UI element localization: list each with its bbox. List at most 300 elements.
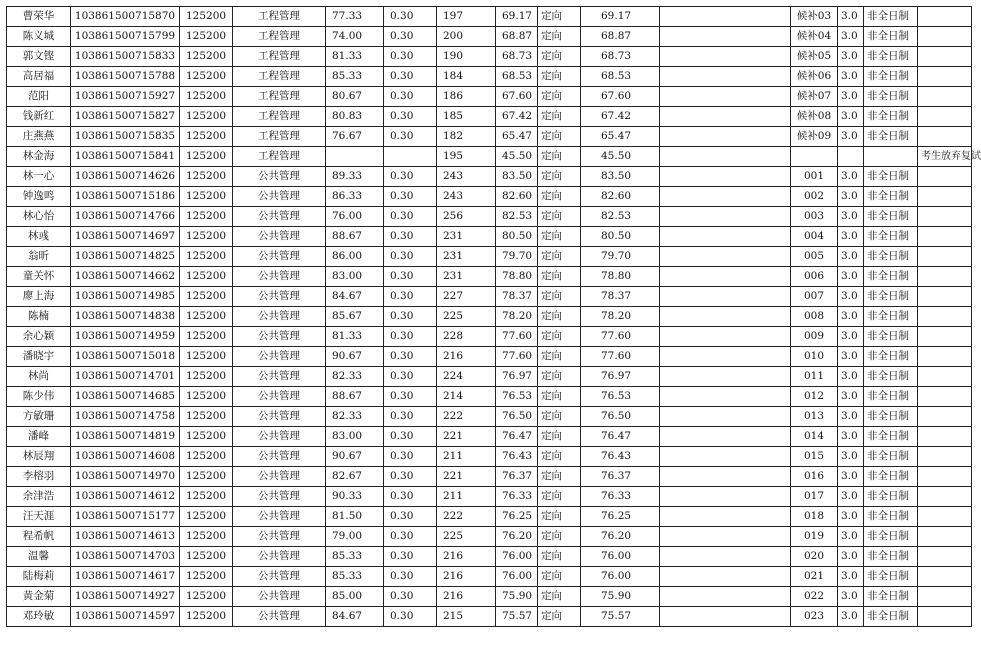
study-mode: 非全日制 xyxy=(864,547,918,567)
table-row xyxy=(7,307,972,327)
empty-cell xyxy=(660,207,791,227)
empty-cell xyxy=(660,387,791,407)
rank: 003 xyxy=(791,207,838,227)
candidate-id: 103861500715927 xyxy=(71,87,180,107)
remark xyxy=(918,527,972,547)
rank: 021 xyxy=(791,567,838,587)
study-years: 3.0 xyxy=(838,107,864,127)
initial-exam-score: 216 xyxy=(437,547,496,567)
candidate-id: 103861500714613 xyxy=(71,527,180,547)
study-mode: 非全日制 xyxy=(864,407,918,427)
weight: 0.30 xyxy=(384,547,437,567)
major-name: 公共管理 xyxy=(233,507,326,527)
total-score: 77.60 xyxy=(581,347,660,367)
composite-score: 75.90 xyxy=(496,587,538,607)
major-code: 125200 xyxy=(180,227,233,247)
retest-score: 85.00 xyxy=(326,587,384,607)
retest-score: 85.33 xyxy=(326,567,384,587)
composite-score: 76.25 xyxy=(496,507,538,527)
major-code: 125200 xyxy=(180,507,233,527)
candidate-name: 陈义城 xyxy=(7,27,71,47)
study-mode: 非全日制 xyxy=(864,187,918,207)
initial-exam-score: 216 xyxy=(437,347,496,367)
major-name: 公共管理 xyxy=(233,187,326,207)
remark xyxy=(918,7,972,27)
rank: 候补03 xyxy=(791,7,838,27)
empty-cell xyxy=(660,107,791,127)
study-mode: 非全日制 xyxy=(864,227,918,247)
table-row xyxy=(7,187,972,207)
remark xyxy=(918,247,972,267)
major-name: 工程管理 xyxy=(233,67,326,87)
candidate-name: 钱新红 xyxy=(7,107,71,127)
study-years: 3.0 xyxy=(838,387,864,407)
admission-score-table xyxy=(6,6,981,627)
retest-score: 86.00 xyxy=(326,247,384,267)
candidate-name: 潘峰 xyxy=(7,427,71,447)
rank: 候补04 xyxy=(791,27,838,47)
enrollment-type: 定向 xyxy=(538,487,581,507)
table-row xyxy=(7,347,972,367)
candidate-id: 103861500715799 xyxy=(71,27,180,47)
empty-cell xyxy=(660,187,791,207)
total-score: 80.50 xyxy=(581,227,660,247)
weight: 0.30 xyxy=(384,347,437,367)
major-code: 125200 xyxy=(180,7,233,27)
retest-score: 82.67 xyxy=(326,467,384,487)
enrollment-type: 定向 xyxy=(538,7,581,27)
table-row xyxy=(7,387,972,407)
remark xyxy=(918,207,972,227)
initial-exam-score: 221 xyxy=(437,467,496,487)
study-mode: 非全日制 xyxy=(864,167,918,187)
candidate-id: 103861500714959 xyxy=(71,327,180,347)
rank: 007 xyxy=(791,287,838,307)
study-years xyxy=(838,147,864,167)
enrollment-type: 定向 xyxy=(538,167,581,187)
enrollment-type: 定向 xyxy=(538,67,581,87)
major-name: 公共管理 xyxy=(233,567,326,587)
empty-cell xyxy=(660,87,791,107)
table-row xyxy=(7,7,972,27)
remark xyxy=(918,407,972,427)
study-mode: 非全日制 xyxy=(864,107,918,127)
study-years: 3.0 xyxy=(838,267,864,287)
rank: 016 xyxy=(791,467,838,487)
remark xyxy=(918,547,972,567)
major-code: 125200 xyxy=(180,587,233,607)
composite-score: 78.80 xyxy=(496,267,538,287)
study-mode: 非全日制 xyxy=(864,427,918,447)
empty-cell xyxy=(660,367,791,387)
major-code: 125200 xyxy=(180,287,233,307)
initial-exam-score: 211 xyxy=(437,447,496,467)
remark xyxy=(918,387,972,407)
major-name: 工程管理 xyxy=(233,27,326,47)
major-name: 公共管理 xyxy=(233,347,326,367)
rank: 候补06 xyxy=(791,67,838,87)
remark xyxy=(918,367,972,387)
remark xyxy=(918,427,972,447)
candidate-id: 103861500715177 xyxy=(71,507,180,527)
study-mode: 非全日制 xyxy=(864,587,918,607)
major-code: 125200 xyxy=(180,267,233,287)
major-code: 125200 xyxy=(180,367,233,387)
composite-score: 45.50 xyxy=(496,147,538,167)
empty-cell xyxy=(660,47,791,67)
retest-score: 83.00 xyxy=(326,267,384,287)
major-code: 125200 xyxy=(180,467,233,487)
study-years: 3.0 xyxy=(838,507,864,527)
study-mode: 非全日制 xyxy=(864,127,918,147)
remark xyxy=(918,607,972,627)
total-score: 65.47 xyxy=(581,127,660,147)
major-name: 公共管理 xyxy=(233,267,326,287)
retest-score: 74.00 xyxy=(326,27,384,47)
rank: 014 xyxy=(791,427,838,447)
candidate-name: 钟逸鸣 xyxy=(7,187,71,207)
candidate-id: 103861500715833 xyxy=(71,47,180,67)
major-code: 125200 xyxy=(180,447,233,467)
major-name: 公共管理 xyxy=(233,367,326,387)
candidate-name: 林辰翔 xyxy=(7,447,71,467)
weight: 0.30 xyxy=(384,287,437,307)
enrollment-type: 定向 xyxy=(538,447,581,467)
composite-score: 76.00 xyxy=(496,567,538,587)
study-mode: 非全日制 xyxy=(864,387,918,407)
study-mode: 非全日制 xyxy=(864,7,918,27)
candidate-name: 陈楠 xyxy=(7,307,71,327)
composite-score: 76.20 xyxy=(496,527,538,547)
candidate-id: 103861500714701 xyxy=(71,367,180,387)
total-score: 76.53 xyxy=(581,387,660,407)
study-years: 3.0 xyxy=(838,87,864,107)
total-score: 76.33 xyxy=(581,487,660,507)
study-years: 3.0 xyxy=(838,447,864,467)
candidate-id: 103861500714685 xyxy=(71,387,180,407)
retest-score: 79.00 xyxy=(326,527,384,547)
composite-score: 78.20 xyxy=(496,307,538,327)
retest-score: 89.33 xyxy=(326,167,384,187)
initial-exam-score: 225 xyxy=(437,527,496,547)
table-row xyxy=(7,247,972,267)
table-row xyxy=(7,147,972,167)
candidate-id: 103861500714766 xyxy=(71,207,180,227)
table-row xyxy=(7,607,972,627)
empty-cell xyxy=(660,67,791,87)
study-years: 3.0 xyxy=(838,327,864,347)
total-score: 75.57 xyxy=(581,607,660,627)
rank: 017 xyxy=(791,487,838,507)
composite-score: 68.87 xyxy=(496,27,538,47)
remark xyxy=(918,127,972,147)
candidate-id: 103861500715827 xyxy=(71,107,180,127)
retest-score: 80.67 xyxy=(326,87,384,107)
table-row xyxy=(7,587,972,607)
study-mode: 非全日制 xyxy=(864,27,918,47)
remark xyxy=(918,507,972,527)
candidate-id: 103861500714838 xyxy=(71,307,180,327)
table-row xyxy=(7,467,972,487)
composite-score: 76.50 xyxy=(496,407,538,427)
empty-cell xyxy=(660,127,791,147)
empty-cell xyxy=(660,167,791,187)
table-row xyxy=(7,567,972,587)
candidate-id: 103861500714819 xyxy=(71,427,180,447)
major-code: 125200 xyxy=(180,347,233,367)
retest-score: 82.33 xyxy=(326,407,384,427)
initial-exam-score: 195 xyxy=(437,147,496,167)
major-code: 125200 xyxy=(180,607,233,627)
candidate-id: 103861500715841 xyxy=(71,147,180,167)
table-row xyxy=(7,367,972,387)
total-score: 76.25 xyxy=(581,507,660,527)
enrollment-type: 定向 xyxy=(538,147,581,167)
remark: 考生放弃复试 xyxy=(918,147,972,167)
rank: 020 xyxy=(791,547,838,567)
retest-score: 81.33 xyxy=(326,327,384,347)
composite-score: 78.37 xyxy=(496,287,538,307)
candidate-id: 103861500714608 xyxy=(71,447,180,467)
retest-score: 83.00 xyxy=(326,427,384,447)
initial-exam-score: 200 xyxy=(437,27,496,47)
weight: 0.30 xyxy=(384,587,437,607)
major-name: 工程管理 xyxy=(233,47,326,67)
study-years: 3.0 xyxy=(838,587,864,607)
composite-score: 75.57 xyxy=(496,607,538,627)
candidate-id: 103861500714758 xyxy=(71,407,180,427)
enrollment-type: 定向 xyxy=(538,527,581,547)
empty-cell xyxy=(660,287,791,307)
enrollment-type: 定向 xyxy=(538,267,581,287)
weight: 0.30 xyxy=(384,227,437,247)
table-row xyxy=(7,287,972,307)
major-name: 公共管理 xyxy=(233,287,326,307)
study-mode: 非全日制 xyxy=(864,87,918,107)
enrollment-type: 定向 xyxy=(538,347,581,367)
candidate-name: 林心怡 xyxy=(7,207,71,227)
weight: 0.30 xyxy=(384,7,437,27)
total-score: 76.37 xyxy=(581,467,660,487)
empty-cell xyxy=(660,227,791,247)
retest-score: 90.33 xyxy=(326,487,384,507)
initial-exam-score: 227 xyxy=(437,287,496,307)
major-code: 125200 xyxy=(180,27,233,47)
initial-exam-score: 243 xyxy=(437,167,496,187)
weight: 0.30 xyxy=(384,47,437,67)
table-row xyxy=(7,407,972,427)
major-code: 125200 xyxy=(180,47,233,67)
empty-cell xyxy=(660,427,791,447)
study-years: 3.0 xyxy=(838,27,864,47)
major-name: 公共管理 xyxy=(233,307,326,327)
major-code: 125200 xyxy=(180,307,233,327)
composite-score: 76.97 xyxy=(496,367,538,387)
candidate-name: 李榕羽 xyxy=(7,467,71,487)
study-mode: 非全日制 xyxy=(864,367,918,387)
candidate-name: 范阳 xyxy=(7,87,71,107)
candidate-name: 余心颖 xyxy=(7,327,71,347)
candidate-name: 童关怀 xyxy=(7,267,71,287)
composite-score: 83.50 xyxy=(496,167,538,187)
major-code: 125200 xyxy=(180,187,233,207)
empty-cell xyxy=(660,7,791,27)
weight: 0.30 xyxy=(384,127,437,147)
remark xyxy=(918,67,972,87)
study-years: 3.0 xyxy=(838,547,864,567)
total-score: 45.50 xyxy=(581,147,660,167)
initial-exam-score: 224 xyxy=(437,367,496,387)
table-row xyxy=(7,267,972,287)
total-score: 76.50 xyxy=(581,407,660,427)
candidate-id: 103861500714597 xyxy=(71,607,180,627)
candidate-name: 邓玲敏 xyxy=(7,607,71,627)
weight: 0.30 xyxy=(384,327,437,347)
candidate-id: 103861500714985 xyxy=(71,287,180,307)
enrollment-type: 定向 xyxy=(538,507,581,527)
rank: 候补05 xyxy=(791,47,838,67)
enrollment-type: 定向 xyxy=(538,387,581,407)
study-mode: 非全日制 xyxy=(864,47,918,67)
study-mode xyxy=(864,147,918,167)
candidate-name: 曹荣华 xyxy=(7,7,71,27)
major-name: 公共管理 xyxy=(233,587,326,607)
major-name: 公共管理 xyxy=(233,387,326,407)
major-code: 125200 xyxy=(180,327,233,347)
major-name: 公共管理 xyxy=(233,407,326,427)
initial-exam-score: 225 xyxy=(437,307,496,327)
total-score: 76.00 xyxy=(581,547,660,567)
retest-score: 88.67 xyxy=(326,227,384,247)
total-score: 76.00 xyxy=(581,567,660,587)
study-years: 3.0 xyxy=(838,567,864,587)
study-mode: 非全日制 xyxy=(864,247,918,267)
enrollment-type: 定向 xyxy=(538,87,581,107)
study-years: 3.0 xyxy=(838,487,864,507)
major-code: 125200 xyxy=(180,547,233,567)
study-mode: 非全日制 xyxy=(864,207,918,227)
table-row xyxy=(7,487,972,507)
candidate-id: 103861500714662 xyxy=(71,267,180,287)
empty-cell xyxy=(660,487,791,507)
study-mode: 非全日制 xyxy=(864,527,918,547)
candidate-id: 103861500715788 xyxy=(71,67,180,87)
enrollment-type: 定向 xyxy=(538,27,581,47)
study-years: 3.0 xyxy=(838,207,864,227)
major-code: 125200 xyxy=(180,67,233,87)
rank: 013 xyxy=(791,407,838,427)
candidate-name: 温馨 xyxy=(7,547,71,567)
table-row xyxy=(7,47,972,67)
empty-cell xyxy=(660,147,791,167)
remark xyxy=(918,587,972,607)
initial-exam-score: 231 xyxy=(437,247,496,267)
composite-score: 77.60 xyxy=(496,347,538,367)
empty-cell xyxy=(660,27,791,47)
study-mode: 非全日制 xyxy=(864,607,918,627)
candidate-name: 高居福 xyxy=(7,67,71,87)
weight xyxy=(384,147,437,167)
major-name: 公共管理 xyxy=(233,327,326,347)
enrollment-type: 定向 xyxy=(538,467,581,487)
weight: 0.30 xyxy=(384,267,437,287)
initial-exam-score: 221 xyxy=(437,427,496,447)
initial-exam-score: 216 xyxy=(437,587,496,607)
empty-cell xyxy=(660,467,791,487)
enrollment-type: 定向 xyxy=(538,587,581,607)
weight: 0.30 xyxy=(384,467,437,487)
remark xyxy=(918,307,972,327)
composite-score: 76.33 xyxy=(496,487,538,507)
initial-exam-score: 222 xyxy=(437,507,496,527)
total-score: 75.90 xyxy=(581,587,660,607)
candidate-id: 103861500715835 xyxy=(71,127,180,147)
study-years: 3.0 xyxy=(838,247,864,267)
candidate-name: 林彧 xyxy=(7,227,71,247)
weight: 0.30 xyxy=(384,427,437,447)
retest-score: 81.33 xyxy=(326,47,384,67)
total-score: 76.47 xyxy=(581,427,660,447)
table-row xyxy=(7,107,972,127)
enrollment-type: 定向 xyxy=(538,427,581,447)
study-years: 3.0 xyxy=(838,187,864,207)
study-years: 3.0 xyxy=(838,227,864,247)
study-mode: 非全日制 xyxy=(864,287,918,307)
enrollment-type: 定向 xyxy=(538,567,581,587)
retest-score: 77.33 xyxy=(326,7,384,27)
empty-cell xyxy=(660,327,791,347)
table-row xyxy=(7,27,972,47)
study-years: 3.0 xyxy=(838,7,864,27)
retest-score: 84.67 xyxy=(326,287,384,307)
total-score: 78.20 xyxy=(581,307,660,327)
major-name: 工程管理 xyxy=(233,7,326,27)
weight: 0.30 xyxy=(384,167,437,187)
remark xyxy=(918,187,972,207)
retest-score: 85.33 xyxy=(326,547,384,567)
retest-score: 76.00 xyxy=(326,207,384,227)
total-score: 76.43 xyxy=(581,447,660,467)
retest-score: 85.67 xyxy=(326,307,384,327)
table-row xyxy=(7,527,972,547)
study-mode: 非全日制 xyxy=(864,567,918,587)
table-row xyxy=(7,327,972,347)
total-score: 78.80 xyxy=(581,267,660,287)
initial-exam-score: 197 xyxy=(437,7,496,27)
study-mode: 非全日制 xyxy=(864,307,918,327)
major-name: 公共管理 xyxy=(233,227,326,247)
weight: 0.30 xyxy=(384,607,437,627)
composite-score: 82.53 xyxy=(496,207,538,227)
major-name: 公共管理 xyxy=(233,167,326,187)
major-name: 公共管理 xyxy=(233,427,326,447)
rank: 009 xyxy=(791,327,838,347)
composite-score: 76.47 xyxy=(496,427,538,447)
initial-exam-score: 211 xyxy=(437,487,496,507)
table-row xyxy=(7,227,972,247)
rank: 018 xyxy=(791,507,838,527)
major-name: 工程管理 xyxy=(233,87,326,107)
initial-exam-score: 182 xyxy=(437,127,496,147)
initial-exam-score: 216 xyxy=(437,567,496,587)
candidate-name: 方敏珊 xyxy=(7,407,71,427)
total-score: 82.53 xyxy=(581,207,660,227)
initial-exam-score: 228 xyxy=(437,327,496,347)
major-name: 公共管理 xyxy=(233,527,326,547)
candidate-name: 陆梅莉 xyxy=(7,567,71,587)
major-name: 公共管理 xyxy=(233,447,326,467)
major-code: 125200 xyxy=(180,107,233,127)
